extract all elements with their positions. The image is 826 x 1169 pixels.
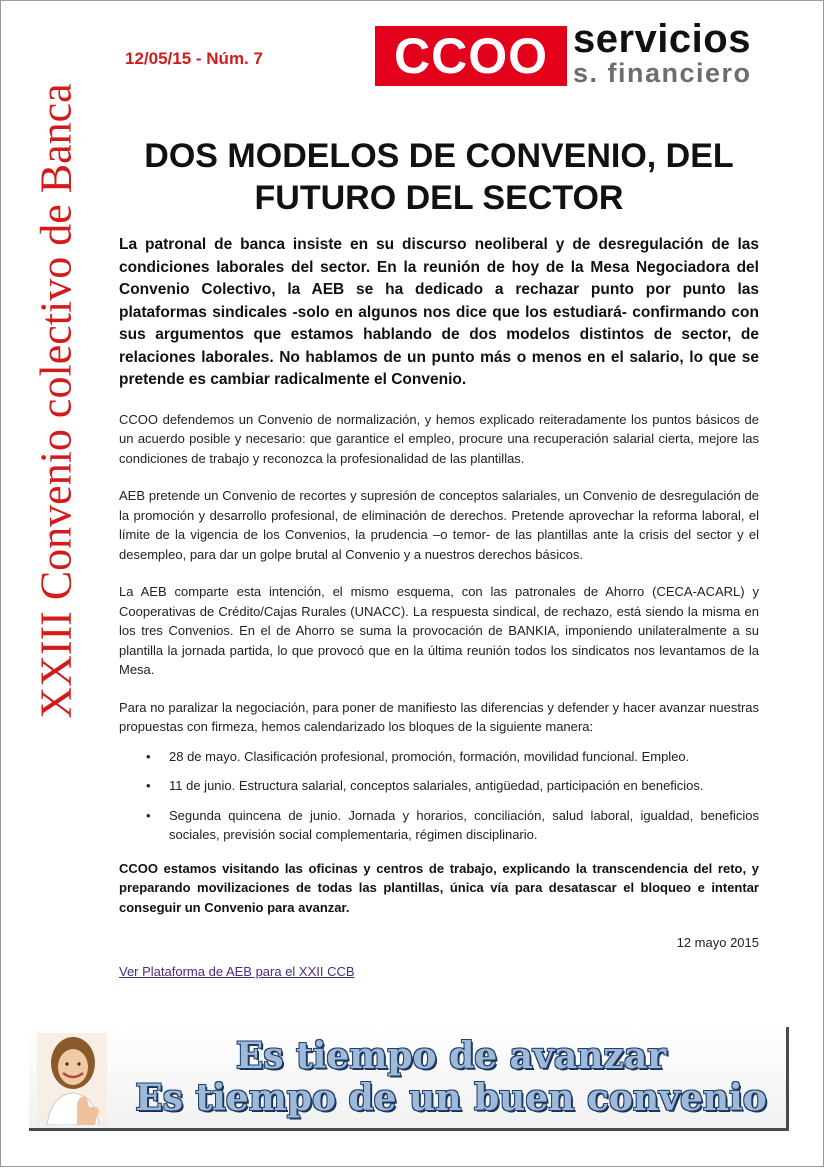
body-paragraph: La AEB comparte esta intención, el mismo esquema, con las patronales de Ahorro (CECA-ACARL) y Cooperativas de Crédito/Cajas Rurales (UNACC). La respuesta sindical, de rechazo, está siendo la misma en los tres Convenios. En el de Ahorro se suma la provocación de BANKIA, imponiendo unilateralmente a su plantilla la jornada partida, lo que provocó que en la última reunión todos los sindicatos nos levantamos de la Mesa. xyxy=(119,584,759,677)
list-item xyxy=(119,747,759,767)
slogan-line-1: Es tiempo de avanzar xyxy=(235,1035,667,1077)
banner-slogan xyxy=(121,1035,781,1119)
lead-paragraph: La patronal de banca insiste en su discurso neoliberal y de desregulación de las condiciones laborales del sector. En la reunión de hoy de la Mesa Negociadora del Convenio Colectivo, la AEB se ha dedicado a rechazar punto por punto las plataformas sindicales -solo en algunos nos dice que los estudiará- confirmando con sus argumentos que estamos hablando de dos modelos distintos de sector, de relaciones laborales. No hablamos de un punto más o menos en el salario, lo que se pretende es cambiar radicalmente el Convenio. xyxy=(119,236,759,388)
logo-sector: s. financiero xyxy=(573,58,752,88)
title-line-1: DOS MODELOS DE CONVENIO, DEL xyxy=(144,137,734,175)
bullet-icon: • xyxy=(146,807,151,823)
title-line-2: FUTURO DEL SECTOR xyxy=(254,179,624,217)
schedule-list xyxy=(119,747,759,845)
platform-link[interactable]: Ver Plataforma de AEB para el XXII CCB xyxy=(119,964,355,979)
bullet-icon: • xyxy=(146,748,151,764)
list-item-text: 28 de mayo. Clasificación profesional, promoción, formación, movilidad funcional. Empleo. xyxy=(169,748,690,764)
list-item-text: Segunda quincena de junio. Jornada y horarios, conciliación, salud laboral, igualdad, beneficios sociales, previsión social complementaria, régimen disciplinario. xyxy=(169,807,759,842)
issue-number: 12/05/15 - Núm. 7 xyxy=(125,49,263,68)
list-item-text: 11 de junio. Estructura salarial, conceptos salariales, antigüedad, participación en beneficios. xyxy=(169,778,704,793)
logo-servicios: servicios xyxy=(573,17,751,61)
article-body xyxy=(119,234,759,981)
page-title xyxy=(119,135,759,219)
body-paragraph: AEB pretende un Convenio de recortes y supresión de conceptos salariales, un Convenio de desregulación de la promoción y desarrollo profesional, de eliminación de derechos. Pretende aprovechar la reforma laboral, el límite de la vigencia de los Convenios, la prudencia –o temor- de las plantillas ante la crisis del sector y el desempleo, para dar un golpe brutal al Convenio y a nuestros derechos básicos. xyxy=(119,488,759,562)
body-paragraph: CCOO defendemos un Convenio de normalización, y hemos explicado reiteradamente los puntos básicos de un acuerdo posible y necesario: que garantice el empleo, procure una recuperación salarial cierta, mejore las condiciones de trabajo y reconozca la profesionalidad de las plantillas. xyxy=(119,411,759,466)
body-paragraph: Para no paralizar la negociación, para poner de manifiesto las diferencias y defender y hacer avanzar nuestras propuestas con firmeza, hemos calendarizado los bloques de la siguiente manera: xyxy=(119,699,759,734)
publication-date: 12 mayo 2015 xyxy=(676,935,759,950)
list-item xyxy=(119,806,759,845)
vertical-series-title: XXIII Convenio colectivo de Banca xyxy=(31,83,81,719)
campaign-banner xyxy=(29,1027,789,1131)
closing-paragraph: CCOO estamos visitando las oficinas y centros de trabajo, explicando la transcendencia del reto, y preparando movilizaciones de todas las plantillas, única vía para desatascar el bloqueo e intentar conseguir un Convenio para avanzar. xyxy=(119,860,759,915)
slogan-line-2: Es tiempo de un buen convenio xyxy=(135,1077,767,1119)
bullet-icon: • xyxy=(146,778,151,793)
list-item xyxy=(119,776,759,796)
ccoo-logo: CCOO xyxy=(375,26,567,86)
woman-thumbs-up-photo xyxy=(37,1033,107,1125)
